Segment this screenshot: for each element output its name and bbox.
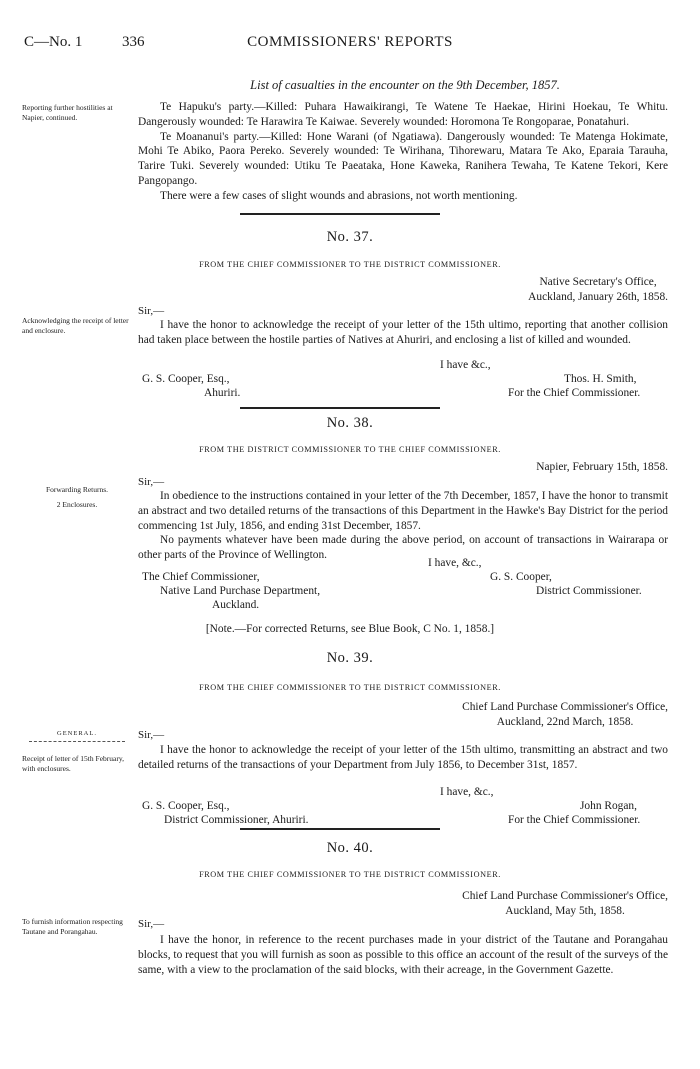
letter-address: Chief Land Purchase Commissioner's Office, Auckland, May 5th, 1858. [462, 890, 668, 917]
letter-number: No. 39. [326, 650, 374, 666]
salutation: Sir,— [138, 305, 165, 317]
recipient-line: District Commissioner, Ahuriri. [164, 814, 309, 826]
salutation: Sir,— [138, 476, 165, 488]
signature-title: For the Chief Commissioner. [508, 387, 641, 399]
salutation: Sir,— [138, 918, 165, 930]
page-header [24, 34, 676, 54]
letter-body [138, 743, 668, 773]
paragraph: I have the honor, in reference to the recent purchases made in your district of the Tautane and Porangahau blocks, to request that you will furnish as soon as possible to this office an account of the result of the surveys of the same, with a view to the proclamation of the said blocks, with their acreage, in the Government Gazette. [138, 934, 668, 976]
letter-number: No. 38. [326, 415, 374, 431]
paragraph: Te Hapuku's party.—Killed: Puhara Hawaikirangi, Te Watene Te Haekae, Hirini Hoekau, Te Whitu. Dangerously wounded: Te Harawira Te Kaiwae. Severely wounded: Horomona Te Rongoparae, Ponatahuri. [138, 101, 668, 128]
letter-body [138, 933, 668, 977]
letter-from-line: FROM THE DISTRICT COMMISSIONER TO THE CHIEF COMMISSIONER. [199, 445, 501, 454]
margin-dashed-rule [29, 741, 125, 742]
editorial-note: [Note.—For corrected Returns, see Blue Book, C No. 1, 1858.] [205, 623, 495, 635]
salutation: Sir,— [138, 729, 165, 741]
recipient-line: Ahuriri. [204, 387, 241, 399]
letter-body [138, 489, 668, 563]
paragraph: I have the honor to acknowledge the receipt of your letter of the 15th ultimo, transmitting an abstract and two detailed returns of the transactions of your Department from July 1856, to December 31st, 1857. [138, 744, 668, 771]
letter-number: No. 40. [326, 840, 374, 856]
closing: I have &c., [440, 359, 491, 371]
margin-note: Receipt of letter of 15th February, with enclosures. [22, 754, 124, 773]
signature-title: For the Chief Commissioner. [508, 814, 641, 826]
margin-note-intro: Reporting further hostilities at Napier, continued. [22, 103, 113, 122]
paragraph: In obedience to the instructions contained in your letter of the 7th December, 1857, I have the honor to transmit an abstract and two detailed returns of the transactions of this Department in the Hawke's Bay District for the period commencing 1st July, 1856, and ending 31st December, 1857. [138, 490, 668, 532]
margin-heading-general: GENERAL. [22, 730, 132, 747]
paragraph: I have the honor to acknowledge the receipt of your letter of the 15th ultimo, reporting that another collision had taken place between the hostile parties of Natives at Ahuriri, and enclosing a list of killed and wounded. [138, 319, 668, 346]
signature-name: Thos. H. Smith, [564, 373, 637, 385]
signature-title: District Commissioner. [536, 585, 642, 597]
page-number: 336 [122, 34, 145, 50]
recipient-line: The Chief Commissioner, [142, 571, 260, 583]
margin-note-enclosures: 2 Enclosures. [56, 500, 98, 509]
letter-from-line: FROM THE CHIEF COMMISSIONER TO THE DISTRICT COMMISSIONER. [199, 683, 501, 692]
document-reference: C—No. 1 [24, 34, 83, 50]
closing: I have, &c., [428, 557, 482, 569]
section-divider [240, 407, 440, 409]
recipient-line: Native Land Purchase Department, [160, 585, 321, 597]
letter-body [138, 318, 668, 348]
recipient-line: G. S. Cooper, Esq., [142, 373, 230, 385]
letter-number: No. 37. [326, 229, 374, 245]
page-title: COMMISSIONERS' REPORTS [247, 34, 453, 50]
paragraph: There were a few cases of slight wounds and abrasions, not worth mentioning. [160, 189, 518, 202]
section-divider [240, 213, 440, 215]
letter-address: Chief Land Purchase Commissioner's Office, Auckland, 22nd March, 1858. [462, 701, 668, 728]
signature-name: G. S. Cooper, [490, 571, 552, 583]
recipient-line: Auckland. [212, 599, 260, 611]
letter-from-line: FROM THE CHIEF COMMISSIONER TO THE DISTRICT COMMISSIONER. [199, 870, 501, 879]
letter-from-line: FROM THE CHIEF COMMISSIONER TO THE DISTRICT COMMISSIONER. [199, 260, 501, 269]
casualty-list-body [138, 100, 668, 204]
signature-name: John Rogan, [580, 800, 637, 812]
closing: I have, &c., [440, 786, 494, 798]
margin-note: To furnish information respecting Tautane and Porangahau. [22, 917, 123, 936]
section-divider [240, 828, 440, 830]
recipient-line: G. S. Cooper, Esq., [142, 800, 230, 812]
letter-address: Native Secretary's Office, Auckland, January 26th, 1858. [528, 276, 668, 303]
margin-note: Acknowledging the receipt of letter and enclosure. [22, 316, 129, 335]
casualty-list-title: List of casualties in the encounter on the 9th December, 1857. [250, 78, 560, 92]
letter-address: Napier, February 15th, 1858. [536, 461, 668, 473]
paragraph: Te Moananui's party.—Killed: Hone Warani (of Ngatiawa). Dangerously wounded: Te Matenga Hokimate, Mohi Te Abiko, Paora Pereko. Severely wounded: Te Wirihana, Tihorewaru, Matara Te Ako, Eparaia Tarauha, Tarire Tuki. Severely wounded: Utiku Te Paeataka, Hone Kaweka, Ranihera Tewaha, Te Katene Tekori, Kere Pangopango. [138, 130, 668, 188]
paragraph: No payments whatever have been made during the above period, on account of transactions in Wairarapa or other parts of the Province of Wellington. [138, 534, 668, 562]
margin-note: Forwarding Returns. [45, 485, 109, 494]
